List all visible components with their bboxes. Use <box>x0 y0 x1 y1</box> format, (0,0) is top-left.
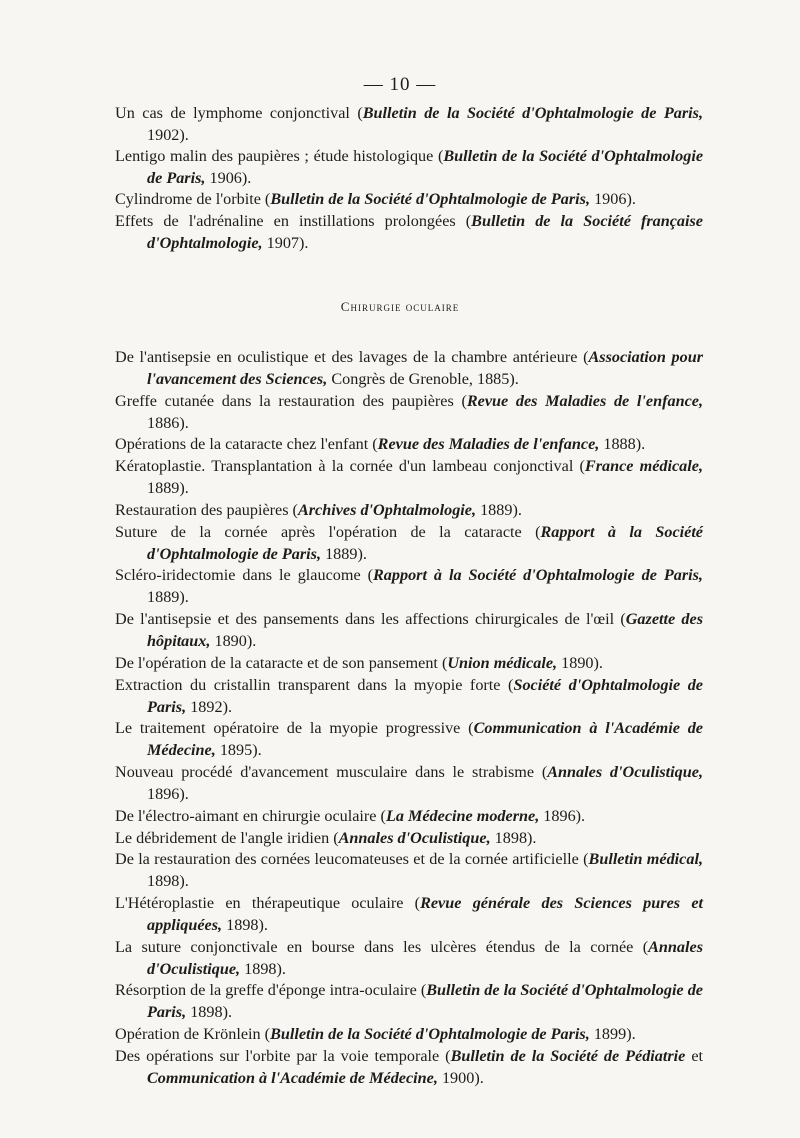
entry-title: De l'électro-aimant en chirurgie oculaire ( <box>115 806 386 825</box>
entry-source: Rapport à la Société d'Ophtalmologie de Paris, <box>147 522 703 563</box>
entry-title: Cylindrome de l'orbite ( <box>115 190 271 209</box>
bibliography-entry <box>115 806 703 828</box>
entry-source: La Médecine moderne, <box>385 806 540 825</box>
entry-title: Extraction du cristallin transparent dans la myopie forte ( <box>115 675 514 694</box>
entry-year: 1902). <box>147 125 189 144</box>
entry-source: Revue des Maladies de l'enfance, <box>377 435 600 454</box>
entry-title: De l'antisepsie en oculistique et des lavages de la chambre antérieure ( <box>115 348 589 366</box>
entry-year: 1889). <box>147 479 189 498</box>
entry-title: Effets de l'adrénaline en instillations prolongées ( <box>115 211 472 230</box>
entry-source: Bulletin médical, <box>588 850 703 869</box>
bibliography-entry <box>115 434 703 456</box>
entry-source: Bulletin de la Société française d'Ophtalmologie, <box>147 211 703 252</box>
entry-source: Bulletin de la Société d'Ophtalmologie de Paris, <box>362 104 704 122</box>
entry-year: 1907). <box>262 233 309 252</box>
entry-title: Suture de la cornée après l'opération de la cataracte ( <box>115 522 541 541</box>
entry-source: Bulletin de la Société d'Ophtalmologie de Paris, <box>270 1025 590 1044</box>
entry-year: 1886). <box>147 413 189 432</box>
entry-year: 1900). <box>437 1068 484 1087</box>
entry-source-secondary: Communication à l'Académie de Médecine, <box>147 1068 438 1087</box>
entry-source: Rapport à la Société d'Ophtalmologie de Paris, <box>372 566 703 585</box>
entry-title: La suture conjonctivale en bourse dans les ulcères étendus de la cornée ( <box>115 937 649 956</box>
entry-year: 1898). <box>490 828 537 847</box>
entry-title: Résorption de la greffe d'éponge intra-oculaire ( <box>115 981 427 1000</box>
bibliography-entry <box>115 609 703 653</box>
entry-title: Des opérations sur l'orbite par la voie temporale ( <box>115 1047 451 1065</box>
entry-year: 1890). <box>210 631 257 650</box>
entry-year: 1898). <box>240 959 286 978</box>
entry-year: Congrès de Grenoble, 1885). <box>327 369 519 388</box>
entry-title: Restauration des paupières ( <box>115 500 298 519</box>
entry-year: 1906). <box>590 190 636 209</box>
section-heading: Chirurgie oculaire <box>340 299 460 314</box>
entry-year: 1906). <box>205 168 252 187</box>
entry-title: Kératoplastie. Transplantation à la cornée d'un lambeau conjonctival ( <box>115 457 585 476</box>
bibliography-entry <box>115 500 703 522</box>
entry-title: Scléro-iridectomie dans le glaucome ( <box>115 566 373 585</box>
bibliography-entry <box>115 1046 703 1090</box>
entry-year: 1892). <box>186 697 232 716</box>
bibliography-entry <box>115 456 703 500</box>
entry-source: Gazette des hôpitaux, <box>147 610 703 650</box>
entry-source: Archives d'Ophtalmologie, <box>297 500 477 519</box>
entry-source: Bulletin de la Société de Pédiatrie <box>450 1047 686 1065</box>
entry-year: 1899). <box>589 1025 636 1044</box>
bibliography-entry <box>115 189 703 211</box>
entry-source: Annales d'Oculistique, <box>147 937 703 978</box>
bibliography-entry <box>115 1024 703 1046</box>
bibliography-entry <box>115 103 703 146</box>
entry-title: Le traitement opératoire de la myopie progressive ( <box>115 719 474 738</box>
entry-year: 1889). <box>147 588 189 607</box>
bibliography-entry <box>115 762 703 806</box>
bibliography-entry <box>115 522 703 566</box>
bibliography-entry <box>115 391 703 435</box>
bibliography-entry <box>115 893 703 937</box>
entry-source: Revue des Maladies de l'enfance, <box>466 391 703 410</box>
entry-connector: et <box>685 1047 703 1065</box>
entry-source: Union médicale, <box>447 653 558 672</box>
bibliography-entry <box>115 565 703 609</box>
bibliography-entry <box>115 828 703 850</box>
entry-title: Opération de Krönlein ( <box>115 1025 271 1044</box>
entry-year: 1898). <box>186 1003 232 1022</box>
bibliography-entry <box>115 211 703 254</box>
entry-source: Bulletin de la Société d'Ophtalmologie de Paris, <box>147 981 703 1022</box>
entry-year: 1890). <box>557 653 603 672</box>
entry-year: 1898). <box>222 915 268 934</box>
entry-year: 1896). <box>539 806 586 825</box>
bibliography-entry <box>115 937 703 981</box>
entry-year: 1895). <box>215 741 262 760</box>
bibliography-entry <box>115 718 703 762</box>
entry-title: De l'antisepsie et des pansements dans les affections chirurgicales de l'œil ( <box>115 610 626 629</box>
bibliography-entry <box>115 675 703 719</box>
bibliography-entry <box>115 653 703 675</box>
entry-year: 1889). <box>476 500 522 519</box>
entry-title: Opérations de la cataracte chez l'enfant ( <box>115 435 378 454</box>
entry-title: L'Hétéroplastie en thérapeutique oculaire ( <box>115 894 421 913</box>
entry-source: Association pour l'avancement des Sciences, <box>147 348 703 388</box>
intro-entries-list <box>115 103 703 254</box>
entry-source: France médicale, <box>584 457 703 476</box>
bibliography-entry <box>115 347 703 391</box>
entry-title: De la restauration des cornées leucomateuses et de la cornée artificielle ( <box>115 850 589 869</box>
entry-title: De l'opération de la cataracte et de son pansement ( <box>115 653 448 672</box>
entry-title: Un cas de lymphome conjonctival ( <box>115 104 363 122</box>
bibliography-entry <box>115 146 703 189</box>
entry-year: 1889). <box>321 544 367 563</box>
entry-year: 1896). <box>147 784 189 803</box>
entry-source: Bulletin de la Société d'Ophtalmologie de Paris, <box>147 147 703 187</box>
entry-title: Greffe cutanée dans la restauration des paupières ( <box>115 391 467 410</box>
entry-source: Annales d'Oculistique, <box>338 828 491 847</box>
entry-source: Société d'Ophtalmologie de Paris, <box>147 675 703 716</box>
entry-source: Annales d'Oculistique, <box>547 763 703 782</box>
entry-title: Nouveau procédé d'avancement musculaire dans le strabisme ( <box>115 763 548 782</box>
entry-source: Bulletin de la Société d'Ophtalmologie de Paris, <box>270 190 591 209</box>
entry-title: Lentigo malin des paupières ; étude histologique ( <box>115 147 444 166</box>
entry-year: 1888). <box>599 435 646 454</box>
bibliography-entry <box>115 980 703 1024</box>
entry-source: Revue générale des Sciences pures et appliquées, <box>147 894 704 934</box>
entry-title: Le débridement de l'angle iridien ( <box>115 828 339 847</box>
page-number: — 10 — <box>363 74 437 95</box>
surgery-entries-list <box>115 347 703 1090</box>
bibliography-entry <box>115 849 703 893</box>
entry-year: 1898). <box>147 872 189 891</box>
entry-source: Communication à l'Académie de Médecine, <box>147 719 703 760</box>
